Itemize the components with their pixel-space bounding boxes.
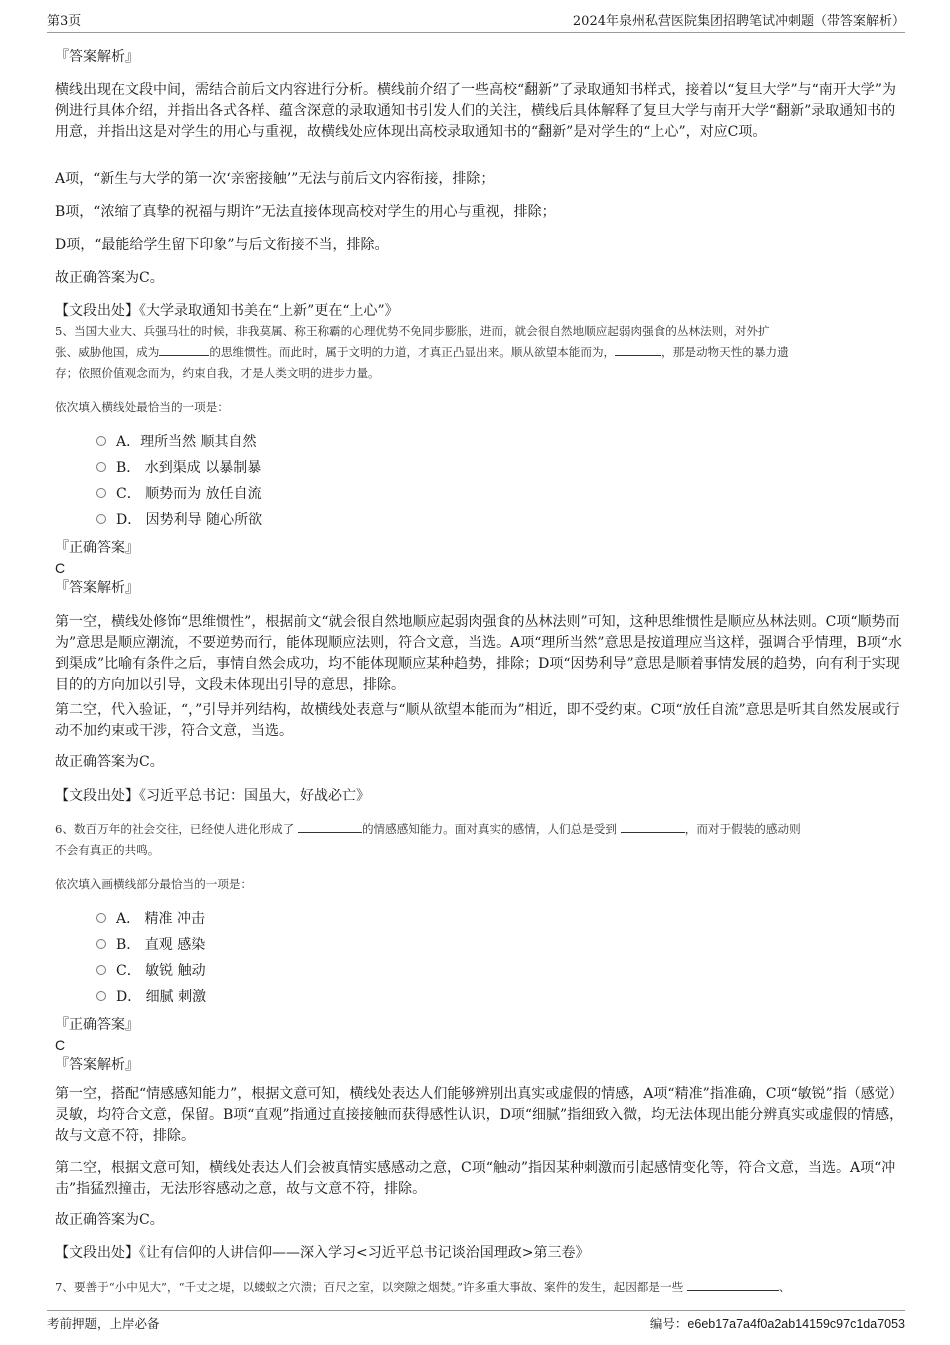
question-6-option-a[interactable]	[96, 909, 205, 929]
fill-blank	[159, 342, 209, 356]
question-6-option-b[interactable]	[96, 935, 205, 955]
question-6-option-d[interactable]	[96, 987, 206, 1007]
question-5-option-b[interactable]	[96, 458, 261, 478]
correct-answer: C	[55, 560, 66, 576]
code-label: 编号：	[649, 1317, 688, 1331]
analysis-paragraph-2: 第二空，根据文意可知，横线处表达人们会被真情实感感动之意，C项“触动”指因某种刺激而引起感情变化等，符合文意，当选。A项“冲击”指猛烈撞击，无法形容感动之意，故与文意不符，排除。	[55, 1160, 896, 1197]
option-label: D． 因势利导 随心所欲	[116, 512, 263, 528]
radio-icon[interactable]	[96, 488, 106, 498]
fill-blank	[615, 342, 661, 356]
document-code	[650, 1313, 905, 1335]
question-5-option-a[interactable]	[96, 432, 257, 452]
question-6-stem-line-2: 不会有真正的共鸣。	[55, 843, 160, 857]
page-header	[47, 12, 905, 33]
question-5-stem-line-1: 5、当国大业大、兵强马壮的时候，非我莫属、称王称霸的心理优势不免同步膨胀，进而，就会很自然地顺应起弱肉强食的丛林法则，对外扩	[55, 324, 770, 338]
analysis-label: 『答案解析』	[55, 580, 139, 596]
option-label: A．理所当然 顺其自然	[116, 434, 257, 450]
page-footer	[47, 1310, 905, 1333]
conclusion: 故正确答案为C。	[55, 270, 164, 286]
code-value: e6eb17a7a4f0a2ab14159c97c1da7053	[687, 1317, 905, 1331]
source-citation: 【文段出处】《大学录取通知书美在“上新”更在“上心”》	[55, 303, 399, 319]
analysis-option-d: D项，“最能给学生留下印象”与后文衔接不当，排除。	[55, 237, 389, 253]
radio-icon[interactable]	[96, 939, 106, 949]
analysis-option-b: B项，“浓缩了真挚的祝福与期许”无法直接体现高校对学生的用心与重视，排除；	[55, 204, 556, 220]
page-number: 第3页	[47, 14, 82, 29]
stem-text: 6、数百万年的社会交往，已经使人进化形成了	[55, 822, 295, 836]
radio-icon[interactable]	[96, 965, 106, 975]
correct-answer: C	[55, 1037, 66, 1053]
option-label: B． 直观 感染	[116, 937, 206, 953]
option-label: C． 顺势而为 放任自流	[116, 486, 262, 502]
option-label: B． 水到渠成 以暴制暴	[116, 460, 262, 476]
conclusion: 故正确答案为C。	[55, 754, 164, 770]
question-5-option-c[interactable]	[96, 484, 262, 504]
analysis-label: 『答案解析』	[55, 49, 139, 65]
analysis-paragraph-1: 第一空，搭配“情感感知能力”，根据文意可知，横线处表达人们能够辨别出真实或虚假的情感，A项“精准”指准确，C项“敏锐”指（感觉）灵敏，均符合文意，保留。B项“直观”指通过直接接触而获得感性认识，D项“细腻”指细致入微，均无法体现出能分辨真实或虚假的情感，故与文意不符，排除。	[55, 1086, 904, 1144]
stem-text: ，而对于假装的感动则	[684, 822, 801, 836]
fill-blank	[621, 819, 685, 833]
fill-blank	[298, 819, 362, 833]
document-title: 2024年泉州私营医院集团招聘笔试冲刺题（带答案解析）	[572, 14, 905, 29]
stem-text: 张、威胁他国，成为	[55, 345, 160, 359]
question-5-stem-line-3: 存；依照价值观念而为，约束自我，才是人类文明的进步力量。	[55, 366, 380, 380]
analysis-paragraph-2: 第二空，代入验证，“，”引导并列结构，故横线处表意与“顺从欲望本能而为”相近，即不受约束。C项“放任自流”意思是听其自然发展或行动不加约束或干涉，符合文意，当选。	[55, 702, 900, 739]
question-7-stem-line-1	[55, 1277, 905, 1298]
fill-blank	[687, 1277, 779, 1291]
radio-icon[interactable]	[96, 462, 106, 472]
analysis-label: 『答案解析』	[55, 1057, 139, 1073]
stem-text: 的思维惯性。而此时，属于文明的力道，才真正凸显出来。顺从欲望本能而为，	[209, 345, 616, 359]
correct-answer-label: 『正确答案』	[55, 540, 139, 556]
question-5-stem-line-2	[55, 342, 905, 363]
radio-icon[interactable]	[96, 991, 106, 1001]
question-6-prompt: 依次填入画横线部分最恰当的一项是：	[55, 877, 253, 891]
correct-answer-label: 『正确答案』	[55, 1017, 139, 1033]
question-5-prompt: 依次填入横线处最恰当的一项是：	[55, 400, 229, 414]
stem-text: 的情感感知能力。面对真实的感情，人们总是受到	[361, 822, 618, 836]
analysis-paragraph-1: 第一空，横线处修饰“思维惯性”，根据前文“就会很自然地顺应起弱肉强食的丛林法则”可知，这种思维惯性是顺应丛林法则。C项“顺势而为”意思是顺应潮流，不要逆势而行，能体现顺应法则，符合文意，当选。A项“理所当然”意思是按道理应当这样，强调合乎情理，B项“水到渠成”比喻有条件之后，事情自然会成功，均不能体现顺应某种趋势，排除；D项“因势利导”意思是顺着事情发展的趋势，向有利于实现目的的方向加以引导，文段未体现出引导的意思，排除。	[55, 614, 903, 693]
source-citation: 【文段出处】《习近平总书记：国虽大，好战必亡》	[55, 788, 370, 804]
stem-text: ，那是动物天性的暴力遗	[661, 345, 789, 359]
analysis-paragraph: 横线出现在文段中间，需结合前后文内容进行分析。横线前介绍了一些高校“翻新”了录取通知书样式，接着以“复旦大学”与“南开大学”为例进行具体介绍，并指出各式各样、蕴含深意的录取通知书引发人们的关注，横线后具体解释了复旦大学与南开大学“翻新”录取通知书的用意，并指出这是对学生的用心与重视，故横线处应体现出高校录取通知书的“翻新”是对学生的“上心”，对应C项。	[55, 82, 896, 140]
question-5-option-d[interactable]	[96, 510, 262, 530]
source-citation: 【文段出处】《让有信仰的人讲信仰——深入学习<习近平总书记谈治国理政>第三卷》	[55, 1245, 590, 1261]
question-6-stem-line-1	[55, 819, 905, 840]
stem-text: 7、要善于“小中见大”，“千丈之堤，以蝼蚁之穴溃；百尺之室，以突隙之烟焚。”许多重大事故、案件的发生，起因都是一些	[55, 1280, 684, 1294]
question-6-option-c[interactable]	[96, 961, 206, 981]
radio-icon[interactable]	[96, 913, 106, 923]
option-label: C． 敏锐 触动	[116, 963, 206, 979]
footer-slogan: 考前押题，上岸必备	[47, 1316, 160, 1331]
stem-text: 、	[778, 1280, 791, 1294]
option-label: D． 细腻 刺激	[116, 989, 207, 1005]
conclusion: 故正确答案为C。	[55, 1212, 164, 1228]
radio-icon[interactable]	[96, 436, 106, 446]
radio-icon[interactable]	[96, 514, 106, 524]
analysis-option-a: A项，“新生与大学的第一次‘亲密接触’”无法与前后文内容衔接，排除；	[55, 171, 495, 187]
option-label: A． 精准 冲击	[116, 911, 206, 927]
